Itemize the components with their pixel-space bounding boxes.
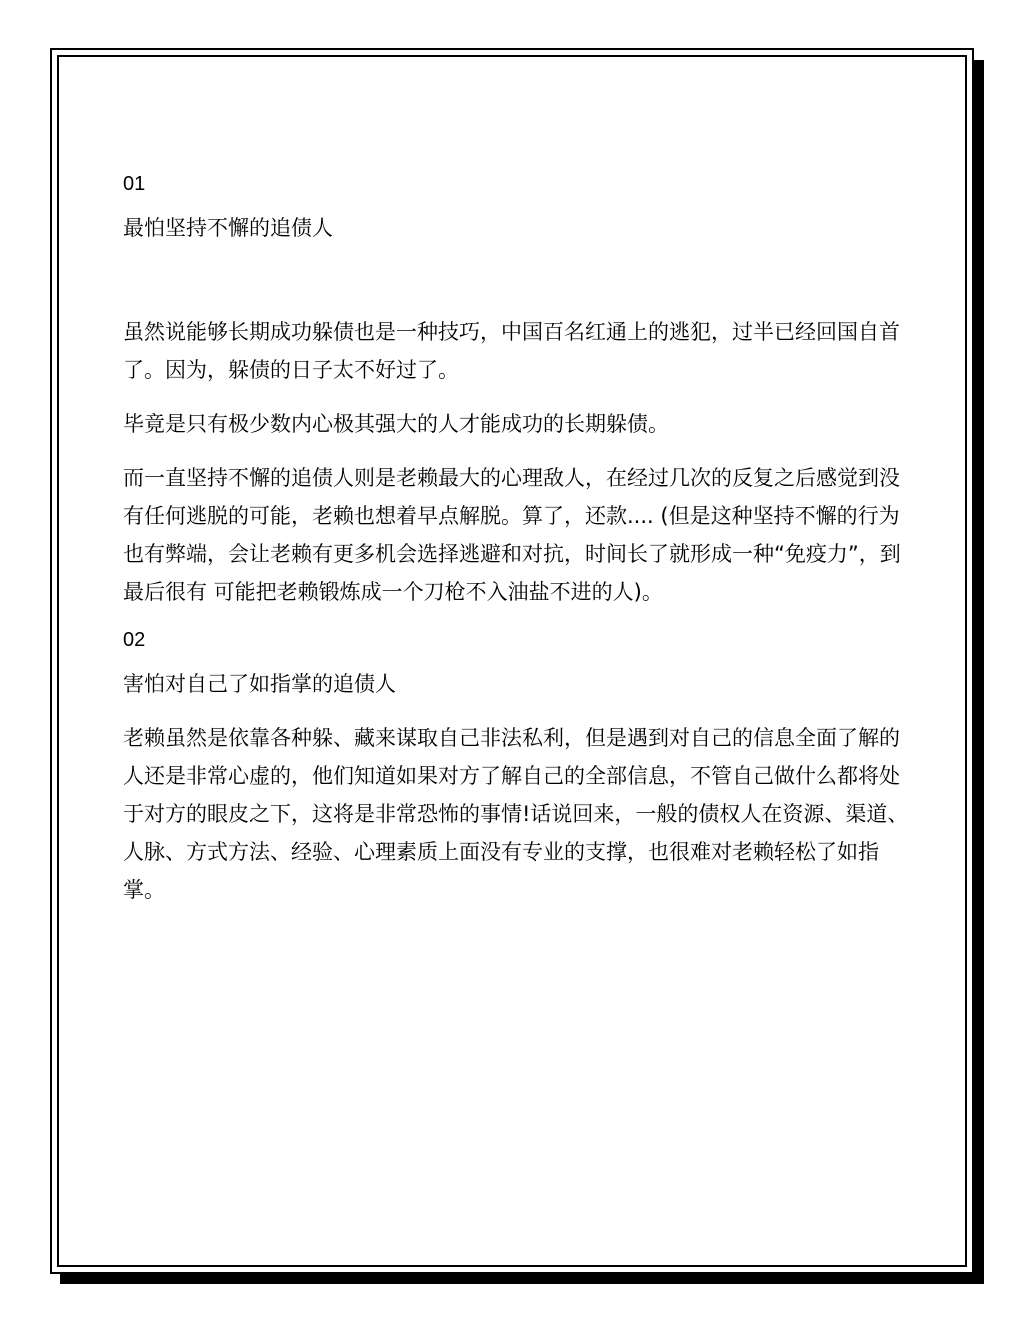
- document-body: [123, 169, 913, 909]
- section-heading-1: 最怕坚持不懈的追债人: [123, 216, 333, 240]
- section1-paragraph-2: 毕竟是只有极少数内心极其强大的人才能成功的长期躲债。: [123, 412, 669, 436]
- section-number-1: 01: [123, 173, 146, 195]
- page-border-inner: [57, 55, 967, 1267]
- section1-paragraph-1: 虽然说能够长期成功躲债也是一种技巧，中国百名红通上的逃犯，过半已经回国自首了。因为，躲债的日子太不好过了。: [123, 320, 900, 382]
- page-border-outer: [50, 48, 974, 1274]
- section1-paragraph-3: 而一直坚持不懈的追债人则是老赖最大的心理敌人，在经过几次的反复之后感觉到没有任何逃脱的可能，老赖也想着早点解脱。算了，还款.... (但是这种坚持不懈的行为也有弊端，会让老赖有更多机会选择逃避和对抗，时间长了就形成一种“免疫力”，到最后很有 可能把老赖锻炼成一个刀枪不入油盐不进的人)。: [123, 466, 901, 604]
- section2-paragraph-1: 老赖虽然是依靠各种躲、藏来谋取自己非法私利，但是遇到对自己的信息全面了解的人还是非常心虚的，他们知道如果对方了解自己的全部信息，不管自己做什么都将处于对方的眼皮之下，这将是非常恐怖的事情!话说回来，一般的债权人在资源、渠道、人脉、方式方法、经验、心理素质上面没有专业的支撑，也很难对老赖轻松了如指掌。: [123, 726, 909, 902]
- section-heading-2: 害怕对自己了如指掌的追债人: [123, 672, 396, 696]
- section-number-2: 02: [123, 629, 146, 651]
